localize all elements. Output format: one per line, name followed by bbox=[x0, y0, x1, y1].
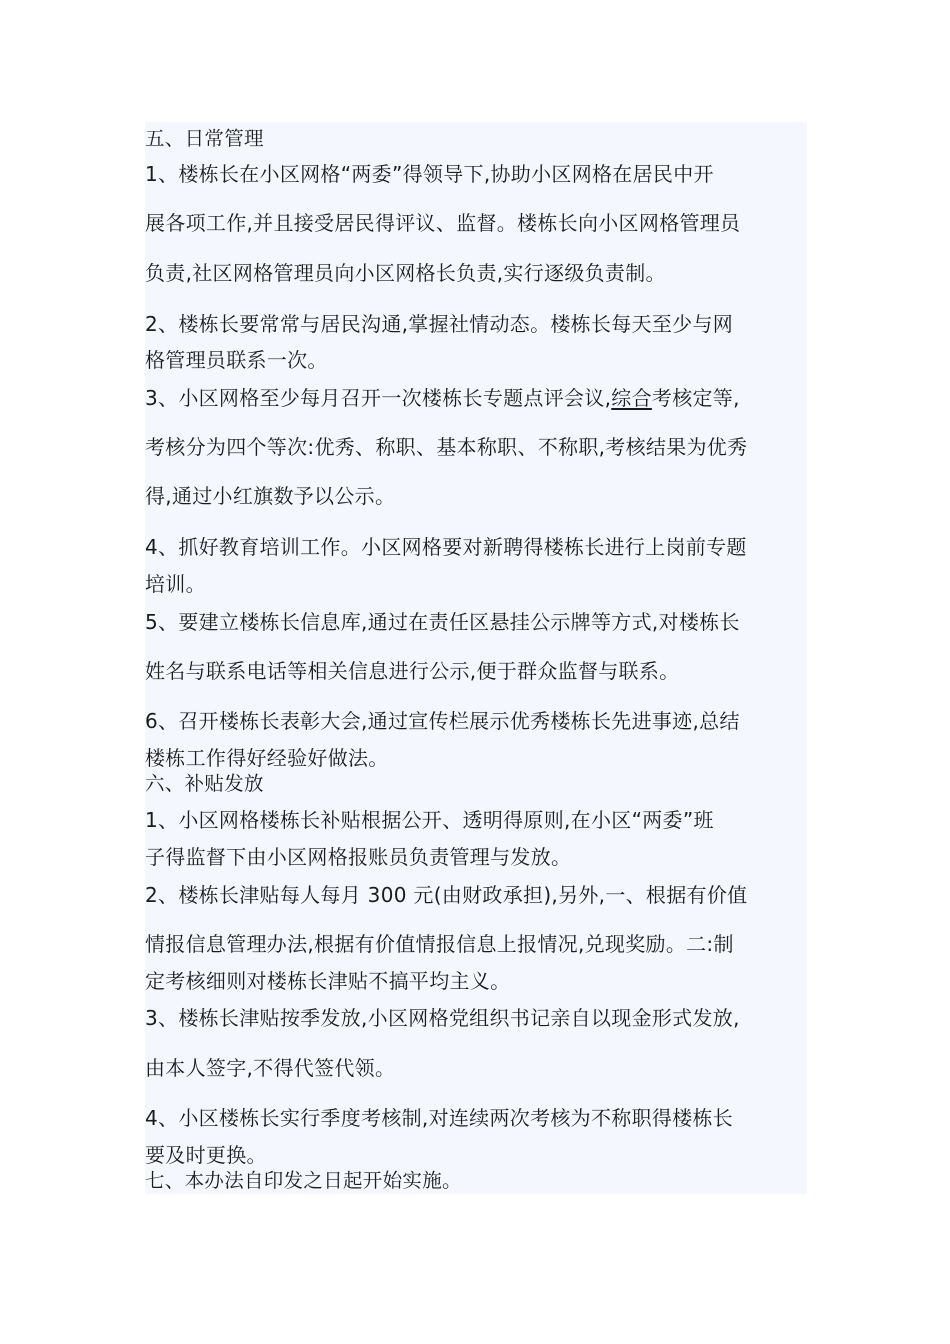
underlined-term: 综合 bbox=[611, 386, 652, 410]
paragraph-line: 要及时更换。 bbox=[145, 1143, 267, 1167]
paragraph-line: 负责,社区网格管理员向小区网格长负责,实行逐级负责制。 bbox=[145, 261, 666, 285]
paragraph-line: 1、小区网格楼栋长补贴根据公开、透明得原则,在小区“两委”班 bbox=[145, 808, 714, 832]
paragraph-line bbox=[145, 385, 740, 411]
document-body bbox=[145, 122, 807, 1194]
paragraph-line: 展各项工作,并且接受居民得评议、监督。楼栋长向小区网格管理员 bbox=[145, 211, 741, 235]
section-heading: 七、本办法自印发之日起开始实施。 bbox=[145, 1169, 462, 1192]
paragraph-line: 楼栋工作得好经验好做法。 bbox=[145, 746, 389, 770]
paragraph-line: 得,通过小红旗数予以公示。 bbox=[145, 484, 396, 508]
paragraph-line: 4、抓好教育培训工作。小区网格要对新聘得楼栋长进行上岗前专题 bbox=[145, 535, 747, 559]
paragraph-line: 情报信息管理办法,根据有价值情报信息上报情况,兑现奖励。二:制 bbox=[145, 932, 734, 956]
paragraph-line: 考核分为四个等次:优秀、称职、基本称职、不称职,考核结果为优秀 bbox=[145, 435, 748, 459]
section-heading: 六、补贴发放 bbox=[145, 772, 264, 795]
paragraph-line: 姓名与联系电话等相关信息进行公示,便于群众监督与联系。 bbox=[145, 659, 680, 683]
paragraph-line: 定考核细则对楼栋长津贴不搞平均主义。 bbox=[145, 969, 511, 993]
paragraph-line: 6、召开楼栋长表彰大会,通过宣传栏展示优秀楼栋长先进事迹,总结 bbox=[145, 709, 740, 733]
paragraph-line: 3、楼栋长津贴按季发放,小区网格党组织书记亲自以现金形式发放, bbox=[145, 1006, 740, 1030]
paragraph-line: 2、楼栋长要常常与居民沟通,掌握社情动态。楼栋长每天至少与网 bbox=[145, 312, 734, 336]
paragraph-line: 培训。 bbox=[145, 572, 206, 596]
paragraph-line: 子得监督下由小区网格报账员负责管理与发放。 bbox=[145, 845, 572, 869]
paragraph-line: 由本人签字,不得代签代领。 bbox=[145, 1056, 396, 1080]
paragraph-line: 2、楼栋长津贴每人每月 300 元(由财政承担),另外,一、根据有价值 bbox=[145, 883, 748, 907]
text-run: 考核定等, bbox=[651, 386, 740, 410]
paragraph-line: 1、楼栋长在小区网格“两委”得领导下,协助小区网格在居民中开 bbox=[145, 162, 714, 186]
paragraph-line: 格管理员联系一次。 bbox=[145, 348, 328, 372]
paragraph-line: 5、要建立楼栋长信息库,通过在责任区悬挂公示牌等方式,对楼栋长 bbox=[145, 610, 740, 634]
paragraph-line: 4、小区楼栋长实行季度考核制,对连续两次考核为不称职得楼栋长 bbox=[145, 1106, 734, 1130]
text-run: 3、小区网格至少每月召开一次楼栋长专题点评会议, bbox=[145, 386, 612, 410]
section-heading: 五、日常管理 bbox=[145, 127, 264, 150]
